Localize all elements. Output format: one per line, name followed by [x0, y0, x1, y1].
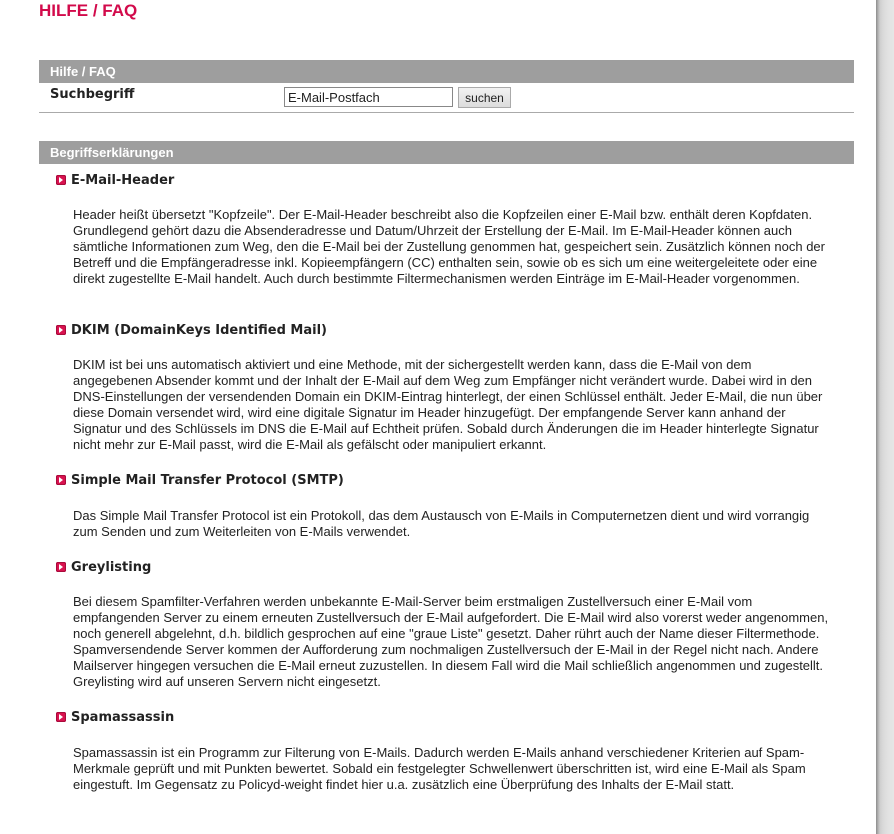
glossary-item — [56, 322, 823, 452]
term-description: Bei diesem Spamfilter-Verfahren werden unbekannte E-Mail-Server beim erstmaligen Zustellversuch einer E-Mail vom empfangenden Server zu einem erneuten Zustellversuch der E-Mail aufgefordert. Die E-Mail wird also vorerst weder angenommen, noch generell abgelehnt, d.h. bildlich gesprochen auf eine "graue Liste" gesetzt. Daher rührt auch der Name dieser Filtermethode. Spamversendende Server kommen der Aufforderung zum nochmaligen Zustellversuch der E-Mail in der Regel nicht nach. Andere Mailserver hingegen versuchen die E-Mail erneut zuzustellen. In diesem Fall wird die Mail schließlich angenommen und zugestellt. Greylisting wird auf unseren Servern nicht eingesetzt. — [73, 594, 829, 689]
term-title: Simple Mail Transfer Protocol (SMTP) — [71, 472, 344, 488]
window-edge-scrollbar[interactable] — [876, 0, 894, 834]
glossary-item — [56, 709, 806, 792]
term-title: Greylisting — [71, 559, 152, 575]
search-section-header: Hilfe / FAQ — [39, 60, 854, 83]
divider — [39, 112, 854, 113]
glossary-item — [56, 559, 829, 689]
bullet-arrow-icon — [56, 175, 66, 185]
glossary-section-header: Begriffserklärungen — [39, 141, 854, 164]
search-input[interactable] — [284, 87, 453, 107]
glossary-item — [56, 472, 810, 539]
term-description: Spamassassin ist ein Programm zur Filterung von E-Mails. Dadurch werden E-Mails anhand verschiedener Kriterien auf Spam-Merkmale geprüft und mit Punkten bewertet. Sobald ein festgelegter Schwellenwert überschritten ist, wird eine E-Mail als Spam eingestuft. Im Gegensatz zu Policyd-weight findet hier u.a. zusätzlich eine Überprüfung des Inhalts der E-Mail statt. — [73, 745, 806, 792]
term-title: E-Mail-Header — [71, 172, 175, 188]
bullet-arrow-icon — [56, 325, 66, 335]
bullet-arrow-icon — [56, 562, 66, 572]
search-label: Suchbegriff — [50, 87, 135, 102]
search-button[interactable]: suchen — [458, 87, 511, 108]
term-description: DKIM ist bei uns automatisch aktiviert und eine Methode, mit der sichergestellt werden kann, dass die E-Mail von dem angegebenen Absender kommt und der Inhalt der E-Mail auf dem Weg zum Empfänger nicht verändert wurde. Dabei wird in den DNS-Einstellungen der versendenden Domain ein DKIM-Eintrag hinterlegt, der einen Schlüssel enthält. Jeder E-Mail, die nun über diese Domain versendet wird, wird eine digitale Signatur im Header hinzugefügt. Der empfangende Server kann anhand der Signatur und des Schlüssels im DNS die E-Mail auf Echtheit prüfen. Sobald durch Änderungen die im Header hinterlegte Signatur nicht mehr zur E-Mail passt, wird die E-Mail als gefälscht oder manipuliert erkannt. — [73, 357, 823, 452]
term-description: Header heißt übersetzt "Kopfzeile". Der E-Mail-Header beschreibt also die Kopfzeilen einer E-Mail bzw. enthält deren Kopfdaten. Grundlegend gehört dazu die Absenderadresse und Datum/Uhrzeit der Erstellung der E-Mail. Im E-Mail-Header können auch sämtliche Informationen zum Weg, den die E-Mail bei der Zustellung genommen hat, gespeichert sein. Zusätzlich können noch der Betreff und die Empfängeradresse inkl. Kopieempfängern (CC) enthalten sein, sowie ob es sich um eine weitergeleitete oder eine direkt zugestellte E-Mail handelt. Auch durch bestimmte Filtermechanismen werden Einträge im E-Mail-Header vorgenommen. — [73, 207, 825, 286]
bullet-arrow-icon — [56, 475, 66, 485]
glossary-item — [56, 172, 825, 286]
term-title: DKIM (DomainKeys Identified Mail) — [71, 322, 327, 338]
term-title: Spamassassin — [71, 709, 175, 725]
page-title: HILFE / FAQ — [39, 1, 138, 20]
bullet-arrow-icon — [56, 712, 66, 722]
term-description: Das Simple Mail Transfer Protocol ist ein Protokoll, das dem Austausch von E-Mails in Computernetzen dient und wird vorrangig zum Senden und zum Weiterleiten von E-Mails verwendet. — [73, 508, 810, 539]
